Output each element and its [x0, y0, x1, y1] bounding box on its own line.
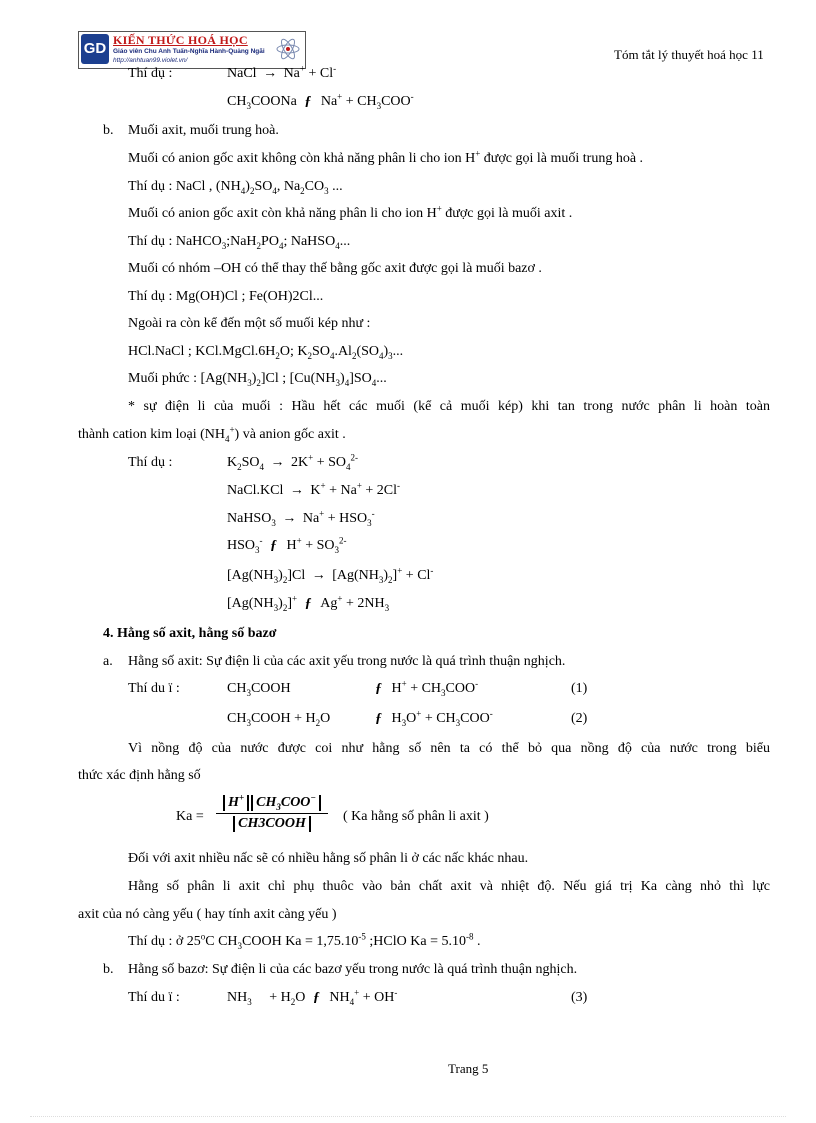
- logo-mark: GD: [81, 34, 109, 64]
- paragraph: Vì nồng độ của nước được coi như hằng số nên ta có thể bỏ qua nồng độ của nước trong biểu: [128, 741, 770, 756]
- section-title: 4. Hằng số axit, hằng số bazơ: [103, 626, 277, 641]
- list-marker: a.: [103, 654, 113, 669]
- subsection-title: Muối axit, muối trung hoà.: [128, 123, 279, 138]
- example-line: HCl.NaCl ; $KCl.MgCl.6H_2O$; $K_2SO_4.Al_2(SO_4)_3$...: [128, 344, 404, 361]
- example-line: Thí dụ : ở 25$^o$C $CH_3COOH$ $Ka = 1,75.10^{-5}$ ;HClO $Ka = 5.10^{-8}$ .: [128, 931, 481, 951]
- paragraph: thức xác định hằng số: [78, 768, 201, 783]
- equation: $CH_3COOH + H_2O$: [227, 711, 331, 728]
- equation: $NH_3$ + $H_2O$ ƒ $NH_4^+ + OH^-$: [227, 987, 398, 1007]
- paragraph: Đối với axit nhiều nấc sẽ có nhiều hằng số phân li ở các nấc khác nhau.: [128, 851, 529, 866]
- ka-description: ( Ka hằng số phân li axit ): [343, 809, 489, 824]
- example-label: Thí du ï :: [128, 990, 180, 1005]
- example-line: Thí dụ : NaCl , $(NH_4)_2SO_4$, $Na_2CO_3$ ...: [128, 179, 343, 196]
- example-label: Thí dụ :: [128, 455, 173, 470]
- subsection-title: Hằng số bazơ: Sự điện li của các bazơ yếu trong nước là quá trình thuận nghịch.: [128, 962, 578, 977]
- page-number: Trang 5: [448, 1061, 489, 1076]
- example-line: Thí dụ : $NaHCO_3;NaH_2PO_4$; NaHSO$_4$...: [128, 234, 351, 251]
- document-title: Tóm tắt lý thuyết hoá học 11: [614, 47, 764, 62]
- paragraph: Muối có nhóm –OH có thể thay thế bằng gốc axit được gọi là muối bazơ .: [128, 261, 542, 276]
- equation-number: (3): [571, 990, 588, 1005]
- equation: NaCl.KCl → K+ + Na+ + 2Cl-: [227, 480, 401, 498]
- paragraph: Muối có anion gốc axit còn khả năng phân li cho ion H+ được gọi là muối axit .: [128, 203, 573, 221]
- equation: NaCl → Na+ + Cl-: [227, 63, 337, 81]
- equation-number: (1): [571, 681, 588, 696]
- equation-number: (2): [571, 711, 588, 726]
- equation: $[Ag(NH_3)_2]^+$ ƒ $Ag^+ + 2NH_3$: [227, 593, 390, 613]
- equation: $HSO_3^-$ ƒ $H^+ + SO_3^{2-}$: [227, 535, 347, 555]
- equation: $CH_3COOH$: [227, 681, 291, 698]
- equation: $CH_3COONa$ ƒ $Na^+ + CH_3COO^-$: [227, 91, 414, 111]
- equation: NaHSO$_3$ → $Na^+ + HSO_3^-$: [227, 508, 375, 528]
- ka-formula: [212, 792, 332, 832]
- logo-subtitle: Giáo viên Chu Anh Tuấn-Nghĩa Hành-Quảng Ngãi: [113, 48, 265, 55]
- paragraph: axit của nó càng yếu ( hay tính axit càng yếu ): [78, 907, 337, 922]
- ka-denominator: CH3COOH: [212, 816, 332, 832]
- paragraph: Muối có anion gốc axit không còn khả năng phân li cho ion H+ được gọi là muối trung hoà .: [128, 148, 644, 166]
- example-label: Thí dụ :: [128, 66, 173, 81]
- equation: ƒ $H_3O^+ + CH_3COO^-$: [375, 708, 493, 728]
- subsection-title: Hằng số axit: Sự điện li của các axit yếu trong nước là quá trình thuận nghịch.: [128, 654, 566, 669]
- ka-label: Ka =: [176, 809, 204, 824]
- ka-numerator: H+ $CH_3COO^-$: [212, 795, 332, 811]
- atom-icon: [275, 35, 301, 63]
- paragraph: * sự điện li của muối : Hầu hết các muối (kể cả muối kép) khi tan trong nước phân li hoàn toàn: [128, 399, 770, 414]
- fraction-bar: [216, 813, 328, 814]
- paragraph: Ngoài ra còn kể đến một số muối kép như :: [128, 316, 371, 331]
- paragraph: Hằng số phân li axit chỉ phụ thuôc vào bản chất axit và nhiệt độ. Nếu giá trị Ka càng nhỏ thì lực: [128, 879, 770, 894]
- equation: ƒ $H^+ + CH_3COO^-$: [375, 678, 479, 698]
- logo-title: KIẾN THỨC HOÁ HỌC: [113, 33, 248, 47]
- example-line: Muối phức : $[Ag(NH_3)_2]Cl$ ; $[Cu(NH_3)_4]SO_4$...: [128, 371, 387, 388]
- list-marker: b.: [103, 123, 114, 138]
- example-line: Thí dụ : Mg(OH)Cl ; Fe(OH)2Cl...: [128, 289, 324, 304]
- page-divider: [30, 1116, 786, 1117]
- list-marker: b.: [103, 962, 114, 977]
- equation: $K_2SO_4 \to 2K^+ + SO_4^{2-}$: [227, 452, 359, 472]
- paragraph: thành cation kim loại $(NH_4^+)$ và anion gốc axit .: [78, 424, 346, 444]
- logo-url: http://anhtuan99.violet.vn/: [113, 57, 188, 64]
- example-label: Thí du ï :: [128, 681, 180, 696]
- header-logo: [78, 31, 306, 69]
- equation: $[Ag(NH_3)_2]Cl \to [Ag(NH_3)_2]^+ + Cl^-$: [227, 565, 434, 585]
